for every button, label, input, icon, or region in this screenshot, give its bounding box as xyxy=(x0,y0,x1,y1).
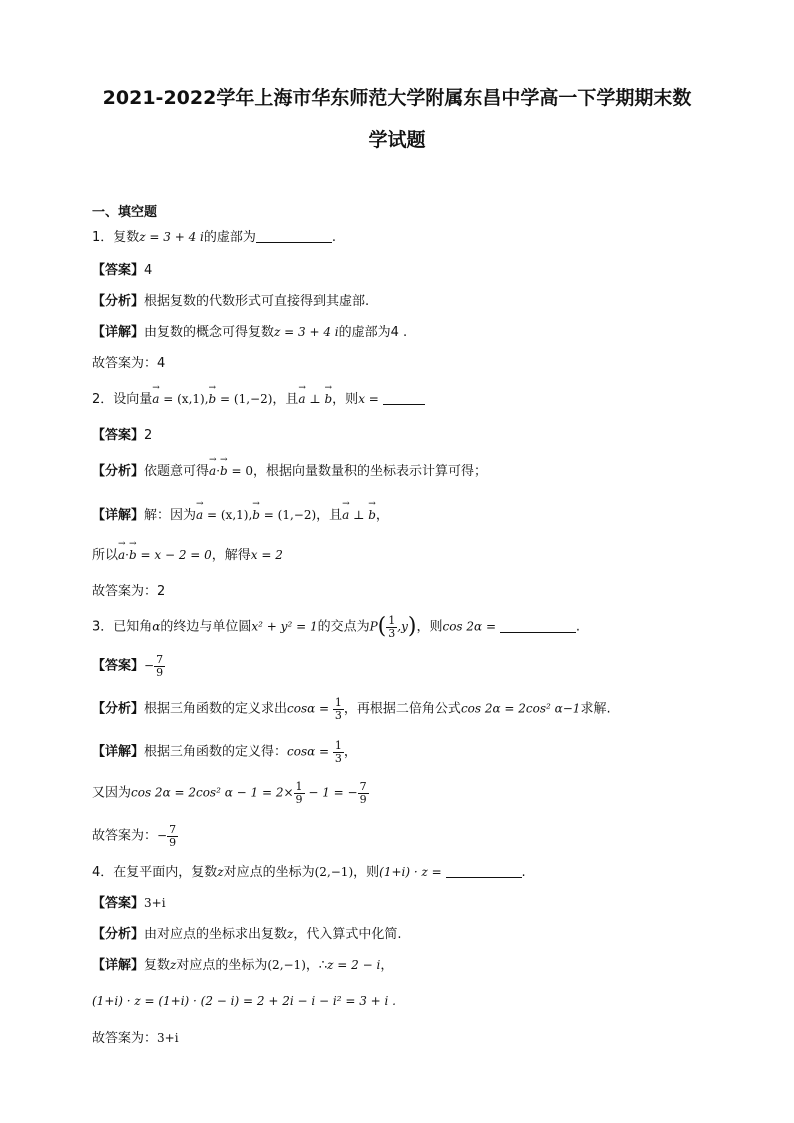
q2-final: 故答案为：2 xyxy=(92,584,166,599)
q4-answer: 【答案】3+i xyxy=(92,896,166,911)
q2-analysis: 【分析】依题意可得→ a·→ b = 0，根据向量数量积的坐标表示计算可得； xyxy=(92,464,487,480)
q4-final: 故答案为：3+i xyxy=(92,1031,179,1046)
q1-question: 1．复数z = 3 + 4 i的虚部为 . xyxy=(92,230,337,245)
q4-question: 4．在复平面内，复数z对应点的坐标为(2,−1)，则(1+i) · z = . xyxy=(92,865,526,880)
q3-question: 3．已知角α的终边与单位圆x² + y² = 1的交点为P( $\frac{1}{3}$ ,y)，则cos 2α = . xyxy=(92,614,580,640)
q3-analysis: 【分析】根据三角函数的定义求出cosα = $\frac{1}{3}$ ，再根据二倍角公式cos 2α = 2cos² α−1求解. xyxy=(92,696,611,722)
q1-analysis: 【分析】根据复数的代数形式可直接得到其虚部. xyxy=(92,294,370,309)
q4-analysis: 【分析】由对应点的坐标求出复数z，代入算式中化简. xyxy=(92,927,402,942)
doc-title-line1: 2021-2022学年上海市华东师范大学附属东昌中学高一下学期期末数 xyxy=(102,87,692,109)
q3-answer: 【答案】− $\frac{7}{9}$ xyxy=(92,653,164,679)
q2-detail: 【详解】解：因为→ a = (x,1),→ b = (1,−2)，且→ a ⊥ → b， xyxy=(92,508,389,524)
answer-blank xyxy=(256,230,332,243)
q3-detail-line2: 又因为cos 2α = 2cos² α − 1 = 2× $\frac{1}{9}$ − 1 = − $\frac{7}{9}$ xyxy=(92,780,367,806)
q3-detail: 【详解】根据三角函数的定义得：cosα = $\frac{1}{3}$ ， xyxy=(92,739,357,765)
answer-blank xyxy=(383,392,425,405)
answer-blank xyxy=(500,620,576,633)
q1-detail: 【详解】由复数的概念可得复数z = 3 + 4 i的虚部为4 . xyxy=(92,325,408,340)
q1-final: 故答案为：4 xyxy=(92,356,166,371)
q2-detail-line2: 所以→ a·→ b = x − 2 = 0，解得x = 2 xyxy=(92,548,283,564)
section-heading: 一、填空题 xyxy=(92,205,158,220)
q2-answer: 【答案】2 xyxy=(92,428,153,443)
q4-detail-line2: (1+i) · z = (1+i) · (2 − i) = 2 + 2i − i − i² = 3 + i . xyxy=(92,994,396,1008)
doc-title-line2: 学试题 xyxy=(368,129,426,151)
q3-final: 故答案为：− $\frac{7}{9}$ xyxy=(92,823,177,849)
q1-answer: 【答案】4 xyxy=(92,263,153,278)
q4-detail: 【详解】复数z对应点的坐标为(2,−1)，∴z = 2 − i， xyxy=(92,958,394,973)
answer-blank xyxy=(446,865,522,878)
q2-question: 2．设向量→ a = (x,1),→ b = (1,−2)，且→ a ⊥ → b，则x = xyxy=(92,392,425,408)
